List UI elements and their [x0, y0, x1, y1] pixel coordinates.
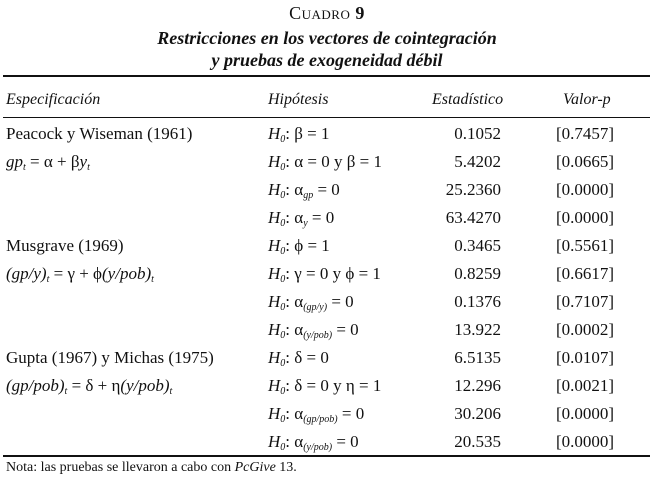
p-value: [0.7457]	[556, 124, 615, 143]
hypothesis: $H_0$: γ = 0 y ϕ = 1	[268, 264, 381, 285]
p-value: [0.0665]	[556, 152, 615, 171]
top-rule	[3, 75, 650, 77]
table-title-line-2: y pruebas de exogeneidad débil	[211, 50, 443, 70]
p-value: [0.0000]	[556, 432, 615, 451]
hypothesis: $H_0$: ϕ = 1	[268, 236, 330, 257]
p-value: [0.0002]	[556, 320, 615, 339]
hypothesis: $H_0$: $\alpha_y = 0$	[268, 208, 335, 229]
statistic: 13.922	[454, 320, 501, 339]
model-equation: $(gp/y)_t = \gamma + \phi(y/pob)_t$	[6, 264, 154, 285]
statistic: 20.535	[454, 432, 501, 451]
header-valor-p: Valor-p	[563, 91, 611, 108]
hypothesis: $H_0$: δ = 0 y η = 1	[268, 376, 382, 397]
p-value: [0.6617]	[556, 264, 615, 283]
hypothesis: $H_0$: α = 0 y β = 1	[268, 152, 382, 173]
p-value: [0.5561]	[556, 236, 615, 255]
p-value: [0.0000]	[556, 208, 615, 227]
bottom-rule	[3, 455, 650, 457]
statistic: 5.4202	[454, 152, 501, 171]
p-value: [0.0000]	[556, 180, 615, 199]
model-name: Peacock y Wiseman (1961)	[6, 124, 193, 143]
statistic: 30.206	[454, 404, 501, 423]
model-equation: $(gp/pob)_t = \delta + \eta(y/pob)_t$	[6, 376, 173, 397]
header-rule	[3, 117, 650, 118]
p-value: [0.0107]	[556, 348, 615, 367]
statistic: 0.8259	[454, 264, 501, 283]
model-name: Musgrave (1969)	[6, 236, 124, 255]
table-title	[0, 27, 654, 71]
p-value: [0.7107]	[556, 292, 615, 311]
hypothesis: $H_0$: δ = 0	[268, 348, 329, 369]
hypothesis: $H_0$: $\alpha_{gp} = 0$	[268, 180, 340, 201]
model-name: Gupta (1967) y Michas (1975)	[6, 348, 214, 367]
header-hipotesis: Hipótesis	[268, 91, 329, 108]
hypothesis: $H_0$: $\alpha_{(gp/pob)} = 0$	[268, 404, 365, 425]
hypothesis: $H_0$: $\alpha_{(y/pob)} = 0$	[268, 320, 359, 341]
hypothesis: $H_0$: β = 1	[268, 124, 330, 145]
statistic: 6.5135	[454, 348, 501, 367]
table-caption-label: Cuadro 9	[289, 3, 365, 23]
model-equation: $gp_t = \alpha + \beta y_t$	[6, 152, 90, 173]
statistic: 0.3465	[454, 236, 501, 255]
statistic: 12.296	[454, 376, 501, 395]
table-title-line-1: Restricciones en los vectores de cointegración	[157, 28, 497, 48]
header-estadistico: Estadístico	[432, 91, 504, 108]
statistic: 63.4270	[445, 208, 501, 227]
statistic: 0.1052	[454, 124, 501, 143]
p-value: [0.0021]	[556, 376, 615, 395]
hypothesis: $H_0$: $\alpha_{(gp/y)} = 0$	[268, 292, 354, 313]
statistic: 25.2360	[445, 180, 501, 199]
hypothesis: $H_0$: $\alpha_{(y/pob)} = 0$	[268, 432, 359, 453]
header-especificacion: Especificación	[6, 91, 101, 108]
p-value: [0.0000]	[556, 404, 615, 423]
statistic: 0.1376	[454, 292, 501, 311]
table-note: Nota: las pruebas se llevaron a cabo con PcGive 13.	[6, 460, 297, 475]
